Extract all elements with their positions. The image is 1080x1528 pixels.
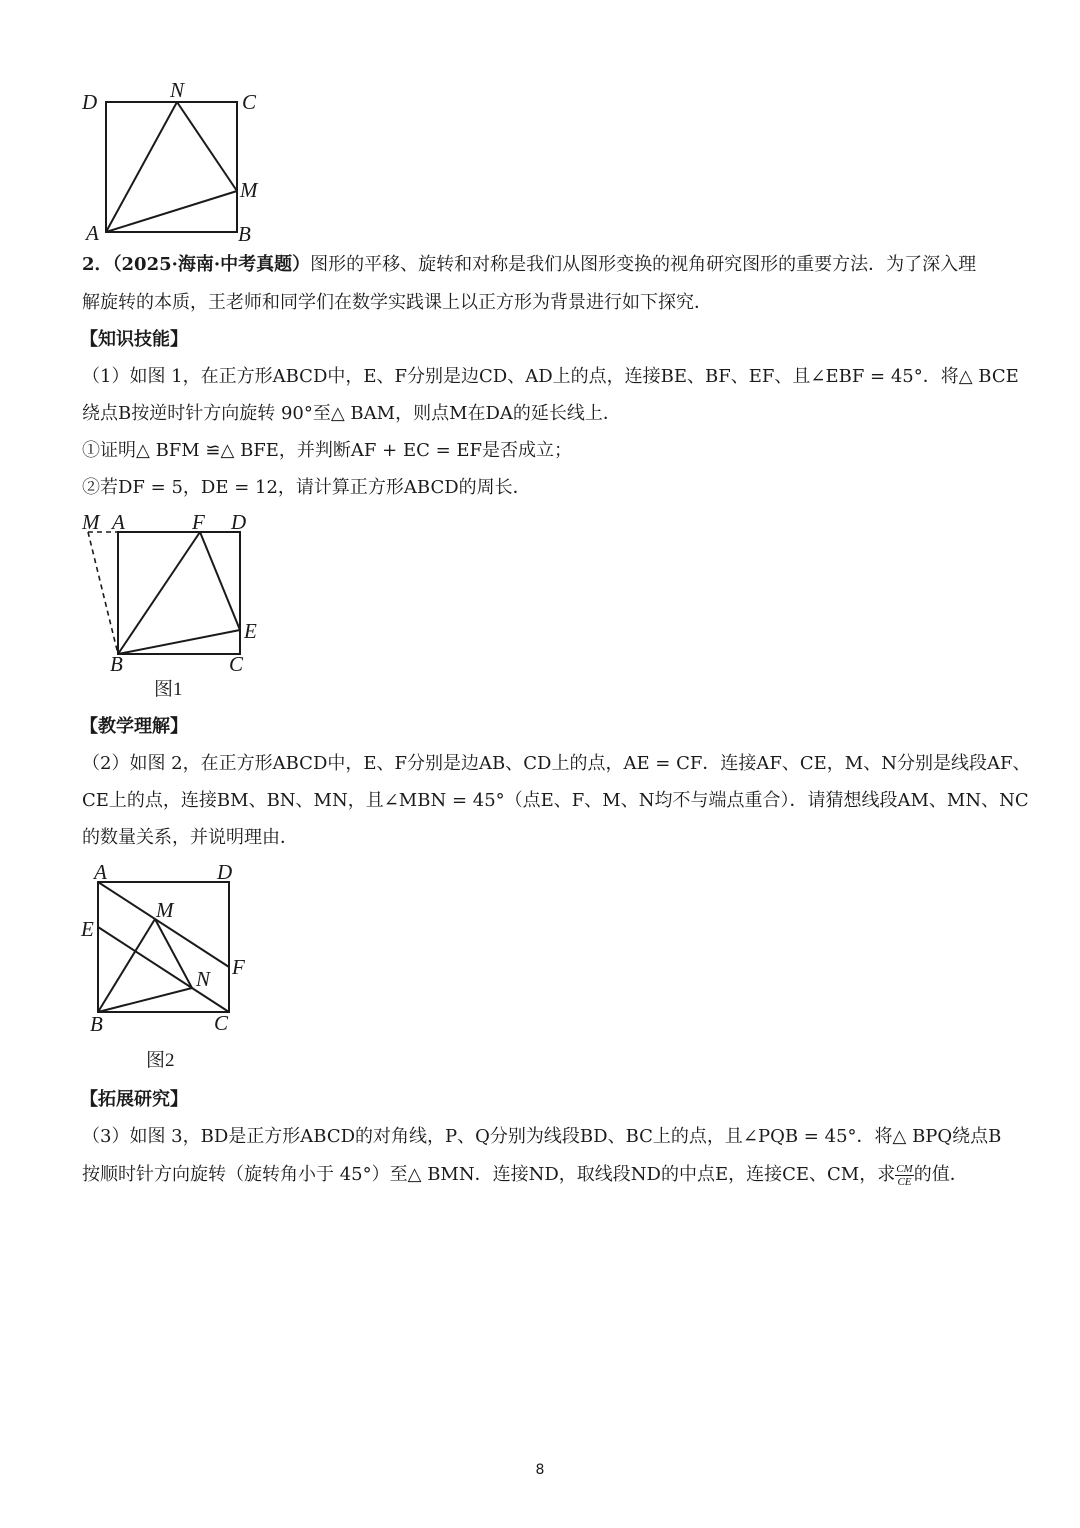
label-M: M <box>82 510 100 534</box>
part1-line1: （1）如图 1，在正方形ABCD中，E、F分别是边CD、AD上的点，连接BE、BF、EF、且∠EBF = 45°．将△ BCE <box>82 366 1019 387</box>
label-D: D <box>217 860 233 884</box>
part3-line1: （3）如图 3，BD是正方形ABCD的对角线，P、Q分别为线段BD、BC上的点，且∠PQB = 45°．将△ BPQ绕点B <box>82 1126 1002 1147</box>
problem-intro-1: 图形的平移、旋转和对称是我们从图形变换的视角研究图形的重要方法．为了深入理 <box>310 254 977 275</box>
page-number: 8 <box>535 1462 545 1478</box>
label-N: N <box>170 78 185 102</box>
label-C: C <box>242 90 257 114</box>
label-F: F <box>232 955 245 979</box>
label-A: A <box>112 510 125 534</box>
problem-intro-2: 解旋转的本质，王老师和同学们在数学实践课上以正方形为背景进行如下探究． <box>82 292 712 313</box>
part1-line2: 绕点B按逆时针方向旋转 90°至△ BAM，则点M在DA的延长线上． <box>82 403 621 424</box>
fraction-numerator: CM <box>896 1162 913 1175</box>
figure-square-anm <box>80 78 270 248</box>
part3-line2-wrap <box>82 1162 968 1188</box>
fraction-cm-ce <box>895 1163 914 1188</box>
label-A: A <box>86 221 99 245</box>
problem-heading <box>82 252 976 278</box>
label-N: N <box>196 967 211 991</box>
part2-line2: CE上的点，连接BM、BN、MN，且∠MBN = 45°（点E、F、M、N均不与端点重合）．请猜想线段AM、MN、NC <box>82 790 1029 811</box>
label-B: B <box>110 652 123 676</box>
problem-number: 2． <box>82 254 113 275</box>
label-C: C <box>229 652 244 676</box>
label-B: B <box>90 1012 103 1036</box>
figure-1-caption: 图1 <box>154 679 183 700</box>
label-M: M <box>240 178 258 202</box>
section-title-knowledge: 【知识技能】 <box>80 329 188 350</box>
section-title-teaching: 【教学理解】 <box>80 716 188 737</box>
part3-tail: 的值． <box>913 1164 968 1185</box>
part2-line1: （2）如图 2，在正方形ABCD中，E、F分别是边AB、CD上的点，AE = CF．连接AF、CE，M、N分别是线段AF、 <box>82 753 1031 774</box>
figure-2 <box>80 860 280 1080</box>
part1-question1: ①证明△ BFM ≌△ BFE，并判断AF + EC = EF是否成立； <box>82 440 573 461</box>
section-title-extension: 【拓展研究】 <box>80 1089 188 1110</box>
figure-2-caption: 图2 <box>146 1050 175 1071</box>
label-E: E <box>244 619 257 643</box>
label-F: F <box>192 510 205 534</box>
label-M: M <box>156 898 174 922</box>
part3-line2: 按顺时针方向旋转（旋转角小于 45°）至△ BMN．连接ND，取线段ND的中点E，连接CE、CM，求 <box>82 1164 896 1185</box>
label-D: D <box>231 510 247 534</box>
label-A: A <box>94 860 107 884</box>
problem-source: （2025·海南·中考真题） <box>112 254 311 275</box>
label-B: B <box>238 222 251 246</box>
figure-1 <box>80 510 280 710</box>
label-C: C <box>214 1011 229 1035</box>
label-E: E <box>81 917 94 941</box>
part1-question2: ②若DF = 5，DE = 12，请计算正方形ABCD的周长． <box>82 477 531 498</box>
fraction-denominator: CE <box>897 1175 912 1188</box>
part2-line3: 的数量关系，并说明理由． <box>82 827 298 848</box>
label-D: D <box>82 90 98 114</box>
